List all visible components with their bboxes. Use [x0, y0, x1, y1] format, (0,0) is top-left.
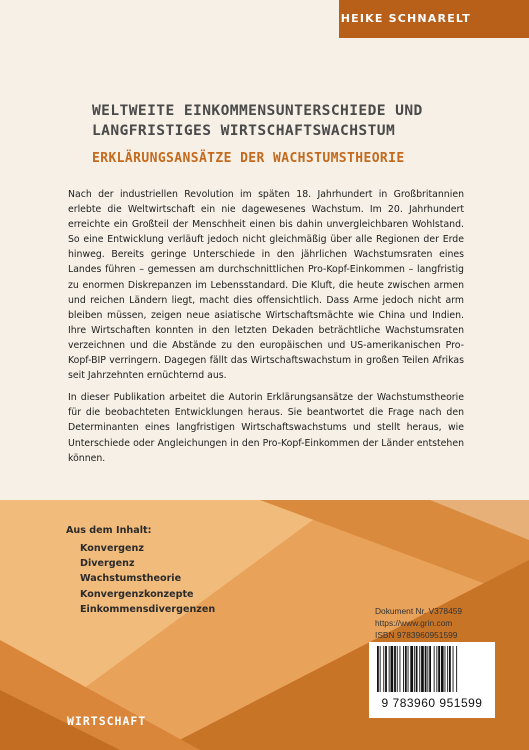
book-subtitle: ERKLÄRUNGSANSÄTZE DER WACHSTUMSTHEORIE — [92, 151, 405, 166]
barcode-bar — [427, 646, 428, 692]
series-label: WIRTSCHAFT — [67, 714, 147, 728]
barcode-bar — [434, 646, 435, 692]
barcode-bar — [421, 646, 424, 692]
book-title — [92, 101, 492, 141]
isbn: ISBN 9783960951599 — [375, 630, 458, 640]
title-line-2: LANGFRISTIGES WIRTSCHAFTSWACHSTUM — [92, 122, 396, 139]
document-number: Dokument Nr. V378459 — [375, 606, 463, 616]
barcode-bar — [394, 646, 396, 692]
contents-heading: Aus dem Inhalt: — [66, 525, 152, 536]
barcode-bar — [410, 646, 413, 692]
barcode-bar — [385, 646, 387, 692]
document-info — [375, 605, 462, 641]
barcode-bar — [405, 646, 407, 692]
barcode-bar — [403, 646, 404, 692]
barcode-bar — [416, 646, 418, 692]
barcode-bar — [425, 646, 427, 692]
publisher-url: https://www.grin.com — [375, 618, 453, 628]
barcode-bar — [377, 646, 379, 692]
barcode-bar — [389, 646, 390, 692]
barcode-digits: 9 783960 951599 — [381, 696, 483, 710]
barcode-bar — [429, 646, 431, 692]
contents-item: Konvergenzkonzepte — [80, 588, 194, 600]
barcode-bar — [419, 646, 420, 692]
barcode-bar — [449, 646, 451, 692]
blurb — [68, 187, 464, 473]
barcode-bar — [453, 646, 454, 692]
blurb-paragraph-2: In dieser Publikation arbeitet die Autorin Erklärungsansätze der Wachstumstheorie für die beobachteten Entwicklungen heraus. Sie beantwortet die Frage nach den Determinanten eines langfristigen Wirtschaftswachstums und stellt heraus, wie Unterschiede oder Angleichungen in den Pro-Kopf-Einkommen der Länder entstehen können. — [68, 392, 464, 464]
barcode-bar — [441, 646, 444, 692]
blurb-paragraph-1: Nach der industriellen Revolution im späten 18. Jahrhundert in Großbritannien erlebte die Weltwirtschaft ein nie dagewesenes Wachstum. Im 20. Jahrhundert erreichte ein Großteil der Menschheit einen bis dahin unvergleichbaren Wohlstand. So eine Entwicklung verläuft jedoch nicht gleichmäßig über alle Regionen der Erde hinweg. Bereits geringe Unterschiede in den jährlichen Wachstumsraten eines Landes führen – gemessen am durchschnittlichen Pro-Kopf-Einkommen – langfristig zu enormen Diskrepanzen im Lebensstandard. Die Kluft, die heute zwischen armen und reichen Ländern liegt, macht dies offensichtlich. Dass Arme jedoch nicht arm bleiben müssen, zeigen neue asiatische Wirtschaftsmächte wie China und Indien. Ihre Wirtschaften konnten in den letzten Dekaden beträchtliche Wachstumsraten verzeichnen und die Abstände zu den europäischen und US-amerikanischen Pro-Kopf-BIP verringern. Dagegen fällt das Wirtschaftswachstum in großen Teilen Afrikas seit Jahrzehnten ernüchternd aus. — [68, 189, 464, 382]
barcode-bars — [369, 642, 495, 696]
barcode-bar — [380, 646, 381, 692]
barcode-bar — [400, 646, 401, 692]
barcode-bar — [456, 646, 457, 692]
barcode-bar — [383, 646, 384, 692]
author-name: HEIKE SCHNARELT — [340, 12, 471, 25]
barcode-bar — [436, 646, 437, 692]
contents-item: Wachstumstheorie — [80, 573, 182, 585]
barcode-bar — [408, 646, 409, 692]
barcode-bar — [391, 646, 394, 692]
contents-list — [80, 541, 215, 617]
title-line-1: WELTWEITE EINKOMMENSUNTERSCHIEDE UND — [92, 102, 423, 119]
contents-item: Konvergenz — [80, 543, 144, 554]
barcode-bar — [445, 646, 446, 692]
barcode-bar — [438, 646, 440, 692]
barcode-bar — [414, 646, 415, 692]
barcode-bar — [447, 646, 448, 692]
barcode-bar — [397, 646, 398, 692]
contents-item: Einkommensdivergenzen — [80, 603, 216, 615]
contents-item: Divergenz — [80, 558, 135, 570]
